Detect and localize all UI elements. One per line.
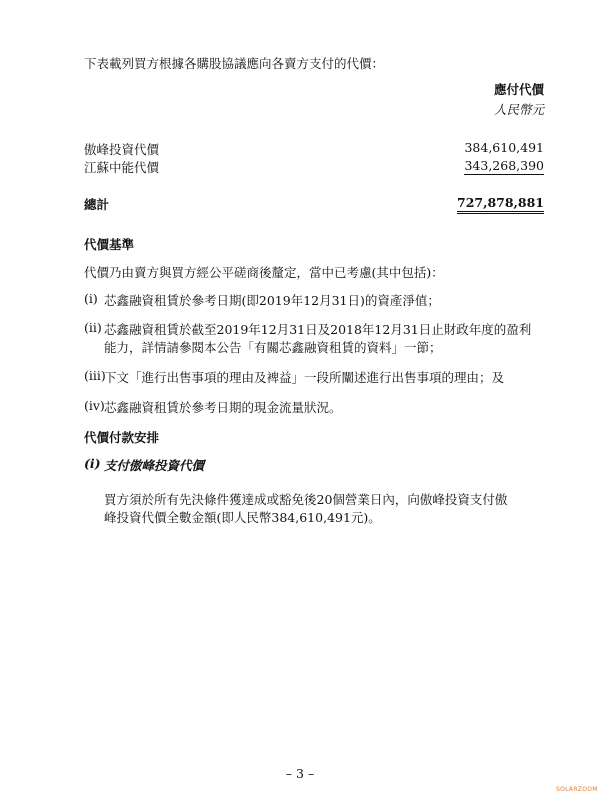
basis-intro: 代價乃由賣方與買方經公平磋商後釐定，當中已考慮(其中包括)： xyxy=(84,265,444,280)
basis-item-text: 下文「進行出售事項的理由及裨益」一段所闡述進行出售事項的理由；及 xyxy=(104,370,505,385)
row-label-jiangsu: 江蘇中能代價 xyxy=(84,160,160,175)
basis-item-text: 芯鑫融資租賃於參考日期的現金流量狀況。 xyxy=(104,400,342,415)
total-label: 總計 xyxy=(84,197,110,212)
basis-heading: 代價基準 xyxy=(84,237,135,252)
basis-item-text: 芯鑫融資租賃於參考日期(即2019年12月31日)的資產淨值； xyxy=(104,293,440,308)
intro-text: 下表載列買方根據各購股協議應向各賣方支付的代價： xyxy=(84,56,385,71)
row-value-jiangsu xyxy=(440,158,544,173)
basis-item-marker: (iii) xyxy=(84,368,106,383)
basis-item-marker: (i) xyxy=(84,291,98,306)
payment-paragraph-line: 買方須於所有先決條件獲達成或豁免後20個營業日內，向傲峰投資支付傲 xyxy=(104,492,508,507)
total-value xyxy=(440,195,544,210)
row-value-aofeng: 384,610,491 xyxy=(464,140,544,155)
basis-item-text: 能力，詳情請參閱本公告「有關芯鑫融資租賃的資料」一節； xyxy=(104,340,442,355)
payment-paragraph-line: 峰投資代價全數金額(即人民幣384,610,491元)。 xyxy=(104,510,381,525)
basis-item-marker: (ii) xyxy=(84,320,102,335)
basis-item-text: 芯鑫融資租賃於截至2019年12月31日及2018年12月31日止財政年度的盈利 xyxy=(104,322,532,337)
total-value-text: 727,878,881 xyxy=(457,195,544,214)
watermark-logo: SOLARZOOM xyxy=(556,786,598,793)
basis-item-marker: (iv) xyxy=(84,398,105,413)
payment-heading: 代價付款安排 xyxy=(84,430,160,445)
payment-sub-marker: (i) xyxy=(84,456,101,471)
row-value-jiangsu-text: 343,268,390 xyxy=(464,158,544,173)
table-unit: 人民幣元 xyxy=(493,102,544,117)
table-header: 應付代價 xyxy=(493,82,544,97)
page-number: – 3 – xyxy=(285,766,315,781)
row-label-aofeng: 傲峰投資代價 xyxy=(84,142,160,157)
payment-sub-heading: 支付傲峰投資代價 xyxy=(104,458,205,473)
